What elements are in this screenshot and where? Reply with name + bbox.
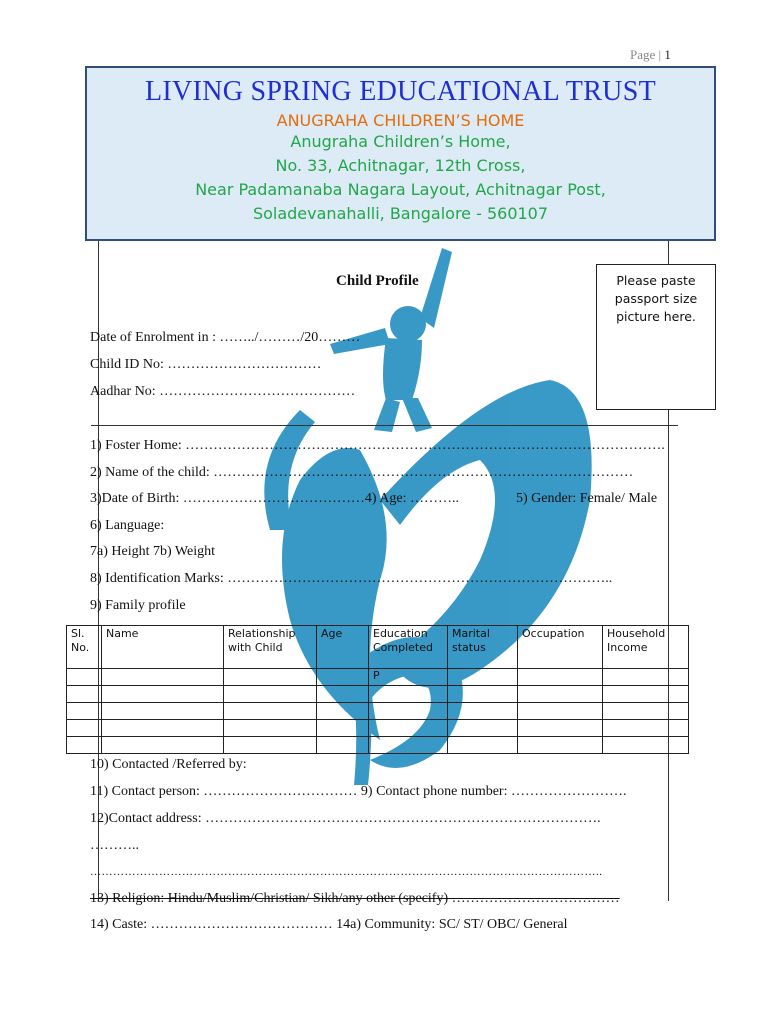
contacted-by-field[interactable]: 10) Contacted /Referred by:	[90, 757, 247, 772]
language-field[interactable]: 6) Language:	[90, 518, 165, 533]
letterhead	[85, 66, 716, 241]
table-cell[interactable]	[102, 669, 224, 686]
column-header: Sl. No.	[67, 626, 102, 669]
table-cell[interactable]	[369, 737, 448, 754]
table-cell[interactable]	[102, 720, 224, 737]
table-cell[interactable]	[603, 686, 689, 703]
table-cell[interactable]	[603, 737, 689, 754]
photo-instruction-line: passport size	[614, 291, 698, 306]
address-line: Soladevanahalli, Bangalore - 560107	[252, 204, 549, 223]
table-cell[interactable]	[603, 720, 689, 737]
form-title: Child Profile	[336, 273, 419, 289]
table-cell[interactable]	[518, 669, 603, 686]
child-id-field[interactable]: Child ID No: ……………………………	[90, 357, 322, 372]
table-cell[interactable]	[224, 703, 317, 720]
table-cell[interactable]	[448, 686, 518, 703]
passport-photo-box[interactable]	[596, 264, 716, 410]
table-row	[67, 737, 689, 754]
photo-instruction-line: Please paste	[616, 273, 696, 288]
table-cell[interactable]	[448, 703, 518, 720]
table-cell[interactable]	[448, 669, 518, 686]
table-cell[interactable]	[369, 703, 448, 720]
table-cell[interactable]	[518, 720, 603, 737]
contact-address-continued[interactable]: ………..	[90, 838, 139, 853]
table-cell[interactable]	[102, 737, 224, 754]
blank-dotted-line[interactable]: ……………………………………………………………………………………………………………………..	[90, 866, 603, 878]
foster-home-field[interactable]: 1) Foster Home: ………………………………………………………………………………………….	[90, 438, 665, 453]
column-header: Age	[317, 626, 369, 669]
caste-community-field[interactable]: 14) Caste: ………………………………… 14a) Community: SC/ ST/ OBC/ General	[90, 917, 568, 932]
table-cell[interactable]	[448, 737, 518, 754]
table-cell[interactable]	[67, 669, 102, 686]
table-cell[interactable]	[317, 669, 369, 686]
table-cell[interactable]	[518, 703, 603, 720]
address-line: Anugraha Children’s Home,	[290, 132, 511, 151]
photo-instruction-line: picture here.	[616, 309, 696, 324]
trust-name: LIVING SPRING EDUCATIONAL TRUST	[145, 76, 656, 107]
column-header: Marital status	[448, 626, 518, 669]
table-row	[67, 720, 689, 737]
table-cell[interactable]	[317, 703, 369, 720]
table-cell[interactable]	[603, 703, 689, 720]
aadhar-field[interactable]: Aadhar No: ……………………………………	[90, 384, 356, 399]
table-cell[interactable]	[67, 720, 102, 737]
address-line: Near Padamanaba Nagara Layout, Achitnagar Post,	[195, 180, 606, 199]
table-cell[interactable]: P	[369, 669, 448, 686]
enrolment-date-field[interactable]: Date of Enrolment in : ……../………/20………	[90, 330, 361, 345]
table-cell[interactable]	[603, 669, 689, 686]
table-cell[interactable]	[369, 720, 448, 737]
table-cell[interactable]	[67, 737, 102, 754]
table-header-row	[67, 626, 689, 669]
column-header: Household Income	[603, 626, 689, 669]
table-cell[interactable]	[317, 686, 369, 703]
table-row	[67, 703, 689, 720]
table-cell[interactable]	[518, 737, 603, 754]
table-cell[interactable]	[518, 686, 603, 703]
table-cell[interactable]	[317, 737, 369, 754]
contact-address-field[interactable]: 12)Contact address: ………………………………………………………………………….	[90, 811, 601, 826]
table-cell[interactable]	[224, 720, 317, 737]
table-cell[interactable]	[102, 686, 224, 703]
table-cell[interactable]	[224, 737, 317, 754]
table-cell[interactable]	[102, 703, 224, 720]
table-cell[interactable]	[224, 686, 317, 703]
table-cell[interactable]	[67, 703, 102, 720]
table-cell[interactable]	[448, 720, 518, 737]
table-row	[67, 669, 689, 686]
family-profile-table	[66, 625, 689, 754]
table-cell[interactable]	[224, 669, 317, 686]
column-header: Relationship with Child	[224, 626, 317, 669]
column-header: Occupation	[518, 626, 603, 669]
dob-age-field[interactable]: 3)Date of Birth: …………………………………4) Age: ………..	[90, 491, 460, 506]
family-profile-label: 9) Family profile	[90, 598, 186, 613]
child-name-field[interactable]: 2) Name of the child: ………………………………………………………………………………	[90, 465, 634, 480]
home-name: ANUGRAHA CHILDREN’S HOME	[276, 111, 525, 130]
height-weight-field[interactable]: 7a) Height 7b) Weight	[90, 544, 215, 559]
page-number: Page | 1	[630, 47, 671, 62]
gender-field[interactable]: 5) Gender: Female/ Male	[516, 491, 658, 506]
contact-person-field[interactable]: 11) Contact person: …………………………… 9) Contact phone number: …………………….	[90, 784, 627, 799]
identification-marks-field[interactable]: 8) Identification Marks: ………………………………………………………………………..	[90, 571, 613, 586]
table-row	[67, 686, 689, 703]
table-cell[interactable]	[67, 686, 102, 703]
religion-field[interactable]: 13) Religion: Hindu/Muslim/Christian/ Sikh/any other (specify) ………………………………	[90, 891, 620, 906]
section-divider	[91, 425, 678, 426]
address-line: No. 33, Achitnagar, 12th Cross,	[275, 156, 526, 175]
column-header: Name	[102, 626, 224, 669]
table-cell[interactable]	[369, 686, 448, 703]
table-cell[interactable]	[317, 720, 369, 737]
column-header: Education Completed	[369, 626, 448, 669]
